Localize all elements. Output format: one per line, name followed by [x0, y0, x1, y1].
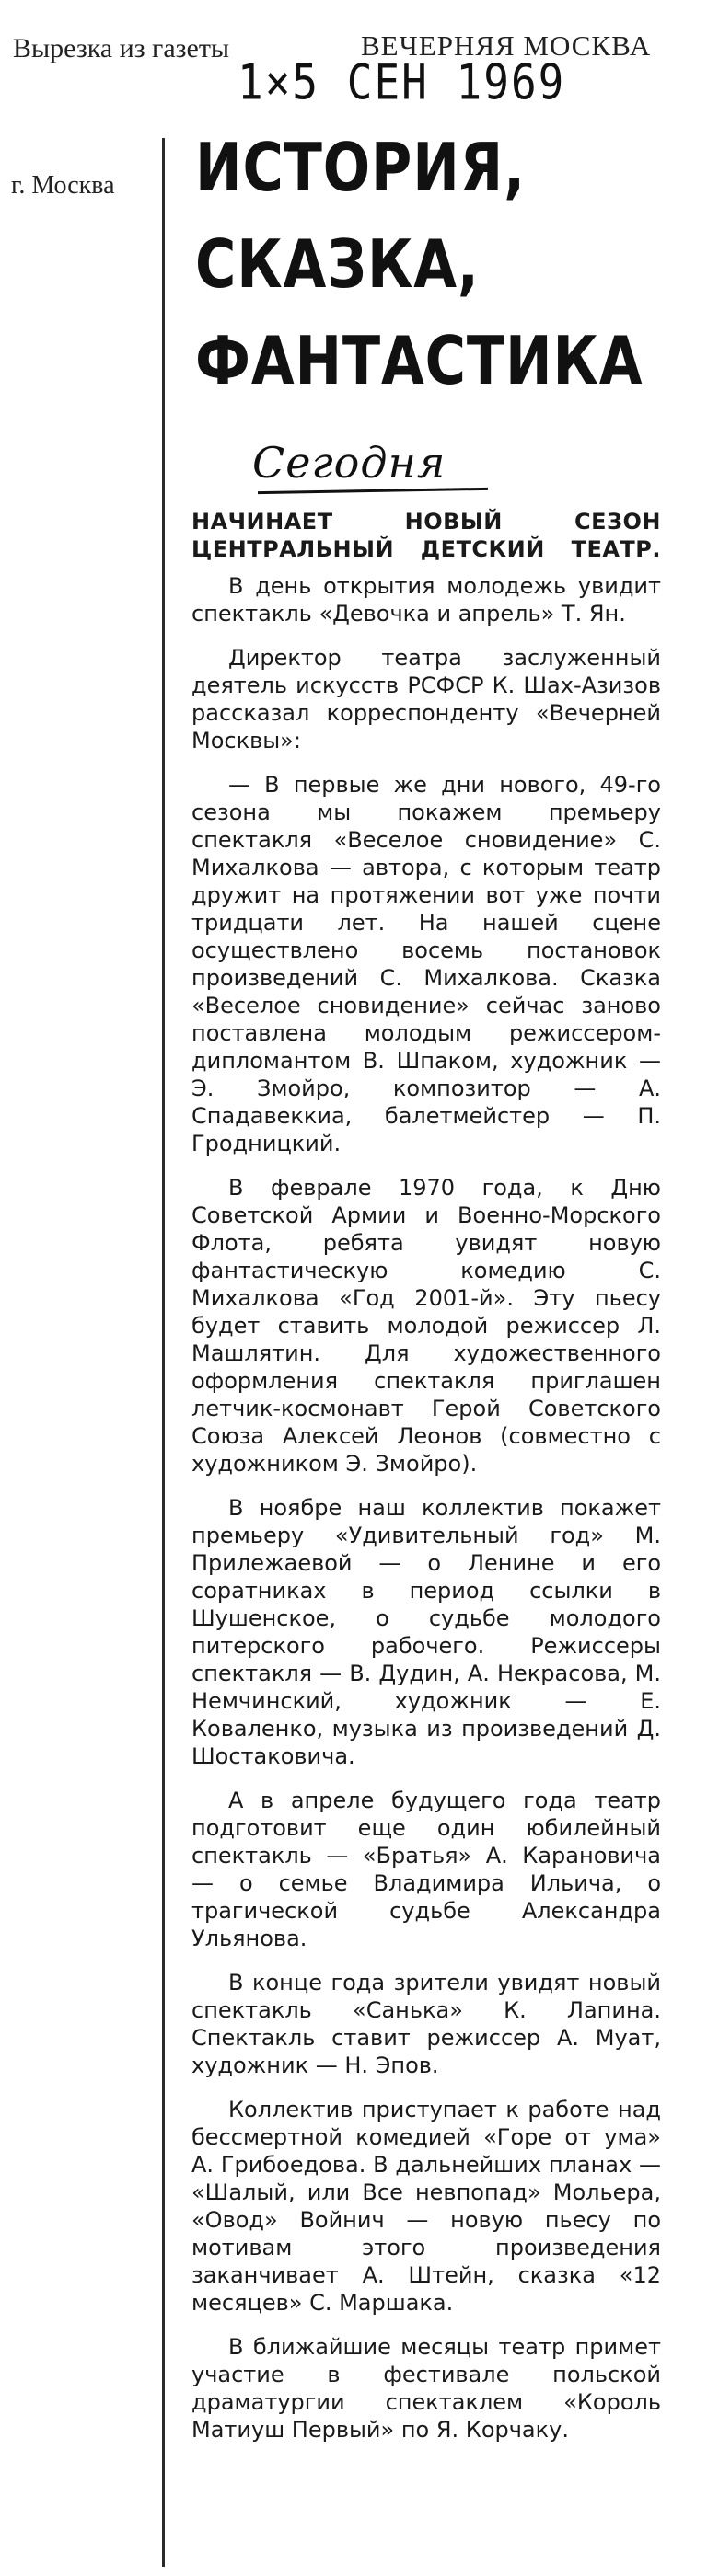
paragraph-9: В ближайшие месяцы театр примет участие в фестивале польской драматургии спектаклем «Король Матиуш Первый» по Я. Корчаку.: [191, 2334, 661, 2443]
paragraph-3: — В первые же дни нового, 49-го сезона мы покажем премьеру спектакля «Веселое сновидение» С. Михалкова — автора, с которым театр дружит на протяжении вот уже почти тридцати лет. На нашей сцене осуществлено восемь постановок произведений С. Михалкова. Сказка «Веселое сновидение» сейчас заново поставлена молодым режиссером-дипломантом В. Шпаком, художник — Э. Змойро, композитор — А. Спадавеккиа, балетмейстер — П. Гродницкий.: [191, 772, 661, 1156]
handwritten-word: Сегодня: [252, 438, 446, 488]
article-body: [191, 508, 661, 2460]
paragraph-4: В феврале 1970 года, к Дню Советской Армии и Военно-Морского Флота, ребята увидят новую фантастическую комедию С. Михалкова «Год 2001-й». Эту пьесу будет ставить молодой режиссер Л. Машлятин. Для художественного оформления спектакля приглашен летчик-космонавт Герой Советского Союза Алексей Леонов (совместно с художником Э. Змойро).: [191, 1175, 661, 1477]
paragraph-5: В ноябре наш коллектив покажет премьеру «Удивительный год» М. Прилежаевой — о Ленине и его соратниках в период ссылки в Шушенское, о судьбе молодого питерского рабочего. Режиссеры спектакля — В. Дудин, А. Некрасова, М. Немчинский, художник — Е. Коваленко, музыка из произведений Д. Шостаковича.: [191, 1495, 661, 1769]
clipping-label: Вырезка из газеты: [13, 33, 230, 63]
paragraph-1: В день открытия молодежь увидит спектакль «Девочка и апрель» Т. Ян.: [191, 573, 661, 627]
city-label: г. Москва: [11, 171, 115, 200]
date-stamp: 1×5 СЕН 1969: [238, 52, 566, 111]
paragraph-8: Коллектив приступает к работе над бессмертной комедией «Горе от ума» А. Грибоедова. В дальнейших планах — «Шалый, или Все невпопад» Мольера, «Овод» Войнич — новую пьесу по мотивам этого произведения заканчивает А. Штейн, сказка «12 месяцев» С. Маршака.: [191, 2097, 661, 2316]
headline-line-1: ИСТОРИЯ,: [195, 129, 526, 206]
handwritten-underline: [258, 488, 488, 494]
margin-rule: [162, 138, 165, 2567]
headline: [195, 120, 643, 409]
paragraph-6: А в апреле будущего года театр подготовит еще один юбилейный спектакль — «Братья» А. Карановича — о семье Владимира Ильича, о трагической судьбе Александра Ульянова.: [191, 1788, 661, 1951]
paragraph-2: Директор театра заслуженный деятель искусств РСФСР К. Шах-Азизов рассказал корреспонденту «Вечерней Москвы»:: [191, 645, 661, 753]
paragraph-7: В конце года зрители увидят новый спектакль «Санька» К. Лапина. Спектакль ставит режиссер А. Муат, художник — Н. Эпов.: [191, 1970, 661, 2078]
newspaper-name: ВЕЧЕРНЯЯ МОСКВА: [361, 29, 652, 62]
headline-line-2: СКАЗКА,: [195, 225, 480, 303]
headline-line-3: ФАНТАСТИКА: [195, 322, 644, 399]
lead-paragraph: НАЧИНАЕТ НОВЫЙ СЕЗОН ЦЕНТРАЛЬНЫЙ ДЕТСКИЙ ТЕАТР.: [191, 509, 661, 562]
